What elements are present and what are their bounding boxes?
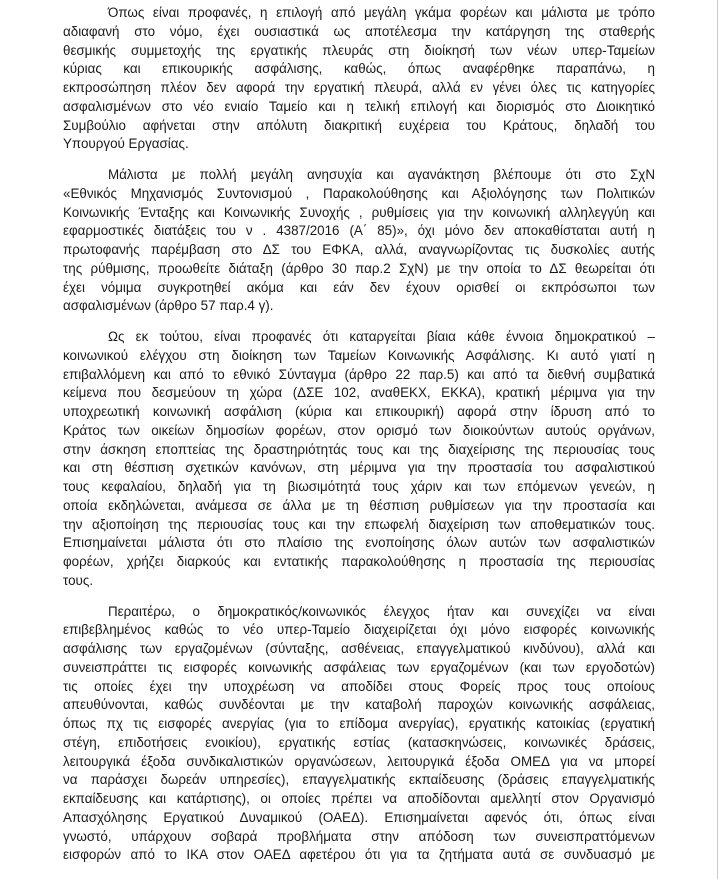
text-line: συνεισπράττει τις εισφορές κοινωνικής ασφάλειας των εργαζομένων (και των εργοδοτών) <box>63 659 655 675</box>
text-line: Υπουργού Εργασίας. <box>63 136 189 152</box>
text-line: εισφορών από το ΙΚΑ στον ΟΑΕΔ αφετέρου ότι για τα ζητήματα αυτά σε συνδυασμό με <box>63 847 655 863</box>
text-line: πρωτοφανής παρέμβαση στο ΔΣ του ΕΦΚΑ, αλλά, αναγνωρίζοντας τις δυσκολίες αυτής <box>63 242 655 257</box>
text-line: υποχρεωτική κοινωνική ασφάλιση (κύρια και επικουρική) αφορά στην ίδρυση από το <box>63 404 655 419</box>
text-line: στέγη, επιδοτήσεις ενοικίου), εργατικής εστίας (κατασκηνώσεις, κοινωνικές δράσεις, <box>63 734 655 750</box>
text-line: ασφαλισμένων στο νέο ενιαίο Ταμείο και η τελική επιλογή και διορισμός στο Διοικητικό <box>63 98 655 114</box>
text-line: εκπαίδευσης και κατάρτισης), οι οποίες πρέπει να αποδίδονται αμελλητί στον Οργανισμό <box>63 791 655 806</box>
text-line: και στη θέσπιση σχετικών κανόνων, στη μέριμνα για την προστασία του ασφαλιστικού <box>63 460 655 476</box>
text-line: Όπως είναι προφανές, η επιλογή από μεγάλη γκάμα φορέων και μάλιστα με τρόπο <box>108 5 655 20</box>
text-line: Συμβούλιο αφήνεται στην απόλυτη διακριτική ευχέρεια του Κράτους, δηλαδή του <box>63 117 655 133</box>
text-line: κοινωνικού ελέγχου στη διοίκηση των Ταμείων Κοινωνικής Ασφάλισης. Κι αυτό γιατί η <box>63 347 655 363</box>
text-line: Απασχόλησης Εργατικού Δυναμικού (ΟΑΕΔ). Επισημαίνεται αφενός ότι, όπως είναι <box>63 809 655 825</box>
text-line: Περαιτέρω, ο δημοκρατικός/κοινωνικός έλεγχος ήταν και συνεχίζει να είναι <box>108 603 655 619</box>
paragraph <box>63 4 655 154</box>
text-line: Επισημαίνεται μάλιστα ότι στο πλαίσιο της ενοποίησης όλων αυτών των ασφαλιστικών <box>63 535 655 551</box>
text-line: Κοινωνικής Ένταξης και Κοινωνικής Συνοχής , ρυθμίσεις για την κοινωνική αλληλεγγύη και <box>63 204 655 220</box>
text-line: θεσμικής συμμετοχής της εργατικής πλευράς στη διοίκησή των νέων υπερ-Ταμείων <box>63 42 655 58</box>
text-line: Μάλιστα με πολλή μεγάλη ανησυχία και αγανάκτηση βλέπουμε ότι στο ΣχΝ <box>108 167 655 182</box>
text-line: κύριας και επικουρικής ασφάλισης, καθώς, όπως αναφέρθηκε παραπάνω, η <box>63 61 655 77</box>
text-line: στην άσκηση εποπτείας της δραστηριότητάς τους και της διαχείρισης της περιουσίας τους <box>63 441 655 457</box>
text-line: επιβεβλημένος καθώς το νέο υπερ-Ταμείο διαχειρίζεται όχι μόνο εισφορές κοινωνικής <box>63 622 655 638</box>
text-line: Κράτος των οικείων δημοσίων φορέων, στον ορισμό των διοικούντων αυτούς οργάνων, <box>63 422 655 438</box>
text-line: αδιαφανή στο νόμο, έχει ουσιαστικά ως αποτέλεσμα την κατάργηση της σταθερής <box>63 23 655 39</box>
text-line: τους κεφαλαίου, δηλαδή για τη βιωσιμότητά τους χάριν και των επόμενων γενεών, η <box>63 479 655 494</box>
document-body <box>63 4 655 877</box>
text-line: ασφαλισμένων (άρθρο 57 παρ.4 γ). <box>63 298 274 314</box>
text-line: επιβαλλόμενη και από το εθνικό Σύνταγμα (άρθρο 22 παρ.5) και από τα διεθνή συμβατικά <box>63 366 655 382</box>
text-line: εκπροσώπηση πλέον δεν αφορά την εργατική πλευρά, αλλά εν γένει όλες τις κατηγορίες <box>63 80 655 95</box>
text-line: εφαρμοστικές διατάξεις του ν . 4387/2016 (Α΄ 85)», όχι μόνο δεν αποκαθίσταται αυτή η <box>63 223 655 239</box>
text-line: ασφάλισης των εργαζομένων (σύνταξης, ασθένειας, επαγγελματικού κινδύνου), αλλά και <box>63 641 655 656</box>
text-line: την αξιοποίηση της περιουσίας τους και την επωφελή διαχείριση των αποθεματικών τους. <box>63 516 655 532</box>
text-line: απευθύνονται, καθώς συνδέονται με την καταβολή παροχών κοινωνικής ασφάλειας, <box>63 697 655 713</box>
text-line: να παράσχει δωρεάν υπηρεσίες), επαγγελματικής εκπαίδευσης (δράσεις επαγγελματικής <box>63 772 655 788</box>
paragraph <box>63 603 655 866</box>
text-line: όπως πχ τις εισφορές ανεργίας (για το επίδομα ανεργίας), εργατικής κατοικίας (εργατική <box>63 716 655 731</box>
text-line: τους. <box>63 572 94 588</box>
paragraph <box>63 328 655 591</box>
text-line: «Εθνικός Μηχανισμός Συντονισμού , Παρακολούθησης και Αξιολόγησης των Πολιτικών <box>63 185 655 201</box>
text-line: Ως εκ τούτου, είναι προφανές ότι καταργείται βίαια κάθε έννοια δημοκρατικού – <box>108 329 655 344</box>
text-line: λειτουργικά έξοδα συνδικαλιστικών οργανώσεων, λειτουργικά έξοδα ΟΜΕΔ για να μπορεί <box>63 753 655 769</box>
paragraph <box>63 166 655 316</box>
text-line: κείμενα που δεσμεύουν τη χώρα (ΔΣΕ 102, αναθΕΚΧ, ΕΚΚΑ), κρατική μέριμνα για την <box>63 385 655 401</box>
text-line: έχει νόμιμα συγκροτηθεί ακόμα και εάν δεν έχουν ορισθεί οι εκπρόσωποι των <box>63 279 655 295</box>
text-line: τις οποίες έχει την υποχρέωση να αποδίδει στους Φορείς προς τους οποίους <box>63 678 655 694</box>
text-line: γνωστό, υπάρχουν σοβαρά προβλήματα στην απόδοση των συνεισπραττόμενων <box>63 828 655 844</box>
text-line: της ρύθμισης, προωθείτε διάταξη (άρθρο 30 παρ.2 ΣχΝ) με την οποία το ΔΣ θεωρείται ότι <box>63 260 655 276</box>
text-line: φορέων, χρήζει διαρκούς και εντατικής παρακολούθησης η προστασία της περιουσίας <box>63 554 655 569</box>
text-line: οποία εκδηλώνεται, ανάμεσα σε άλλα με τη θέσπιση ρυθμίσεων για την προστασία και <box>63 497 655 513</box>
